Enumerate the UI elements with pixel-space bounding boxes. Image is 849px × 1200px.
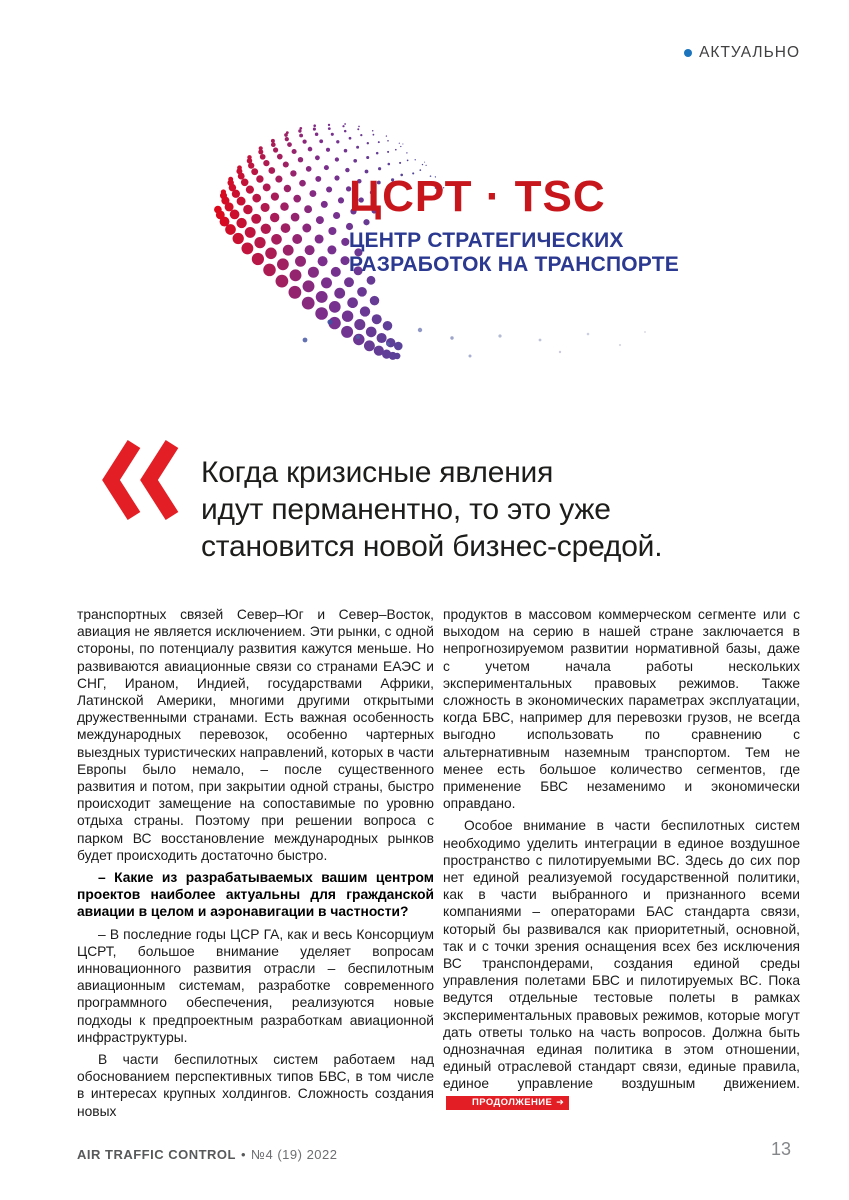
footer-separator: •	[240, 1147, 247, 1162]
logo-subtitle-line1: ЦЕНТР СТРАТЕГИЧЕСКИХ	[349, 229, 624, 252]
continuation-badge	[446, 1096, 569, 1111]
interview-question: – Какие из разрабатываемых вашим центром проектов наиболее актуальны для гражданской авиации в целом и аэронавигации в частности?	[77, 870, 434, 920]
paragraph: продуктов в массовом коммерческом сегменте или с выходом на серию в нашей стране заключается в непрогнозируемом развитии нормативной базы, даже с учетом начала работы нескольких экспериментальных правовых режимов. Также сложность в экономических параметрах эксплуатации, когда БВС, например для перевозки грузов, не всегда выгодно использовать по сравнению с альтернативным наземным транспортом. Тем не менее есть большое количество сегментов, где применение БВС незаменимо и экономически оправдано.	[443, 607, 800, 812]
paragraph	[443, 817, 800, 1110]
page-number: 13	[770, 1139, 791, 1159]
pull-quote-line: Когда кризисные явления	[201, 456, 554, 489]
logo-subtitle-line2: РАЗРАБОТОК НА ТРАНСПОРТЕ	[349, 252, 679, 276]
paragraph: – В последние годы ЦСР ГА, как и весь Консорциум ЦСРТ, большое внимание уделяет вопросам инновационного развития отрасли – беспилотным авиационным системам, разработке современного программного обеспечения, реализуются новые подходы к предпроектным разработкам авиационной инфраструктуры.	[77, 926, 434, 1045]
section-kicker	[684, 44, 800, 62]
pull-quote	[201, 455, 801, 565]
paragraph: транспортных связей Север–Юг и Север–Восток, авиация не является исключением. Эти рынки, с одной стороны, по потенциалу развития кажутся меньше. Но развиваются авиационные связи со странами ЕАЭС и СНГ, Ираном, Индией, государствами Африки, Латинской Америки, многими другими открытыми дружественными странами. Есть важная особенность международных перевозок, особенно чартерных выездных туристических направлений, которых в части Европы было немало, – после существенного развития и потом, при закрытии одной страны, быстро происходит замещение на сопоставимые по уровню отдыха страны. Поэтому при решении вопроса с парком ВС восстановление международных рынков будет происходить достаточно быстро.	[77, 607, 434, 863]
pull-quote-line: становится новой бизнес-средой.	[201, 529, 663, 563]
footer-journal-line	[77, 1147, 337, 1162]
pull-quote-line: идут перманентно, то это уже	[201, 492, 611, 526]
continuation-arrow-icon: ➔	[556, 1096, 565, 1107]
issue-number: №4 (19) 2022	[251, 1147, 338, 1162]
article-column-right	[443, 606, 800, 1110]
kicker-label: АКТУАЛЬНО	[699, 44, 800, 61]
continuation-label: ПРОДОЛЖЕНИЕ	[472, 1096, 553, 1108]
journal-name: AIR TRAFFIC CONTROL	[77, 1147, 236, 1162]
logo-subtitle	[349, 229, 679, 276]
paragraph-text: Особое внимание в части беспилотных систем необходимо уделить интеграции в единое воздушное пространство с пилотируемыми ВС. Здесь до сих пор нет единой реализуемой государственной политики, как в части выбранного и признанного всеми компаниями – операторами БАС стандарта связи, который бы развивался как приоритетный, основной, так и с точки зрения оснащения всех без исключения ВС транспондерами, создания единой среды управления полетами БВС и пилотируемых ВС. Пока ведутся отдельные тестовые полеты в рамках экспериментальных правовых режимов, которые могут дать ответы только на часть вопросов. Должна быть однозначная единая политика в этом отношении, единый отраслевой стандарт связи, единые правила, единое управление воздушным движением.	[443, 818, 800, 1092]
article-column-left	[77, 606, 434, 1120]
kicker-bullet-icon	[684, 49, 692, 57]
quote-marks-icon	[100, 441, 184, 519]
paragraph: В части беспилотных систем работаем над обоснованием перспективных типов БВС, в том числе в интересах крупных холдингов. Сложность создания новых	[77, 1052, 434, 1119]
logo-title: ЦСРТ · TSC	[349, 172, 606, 221]
